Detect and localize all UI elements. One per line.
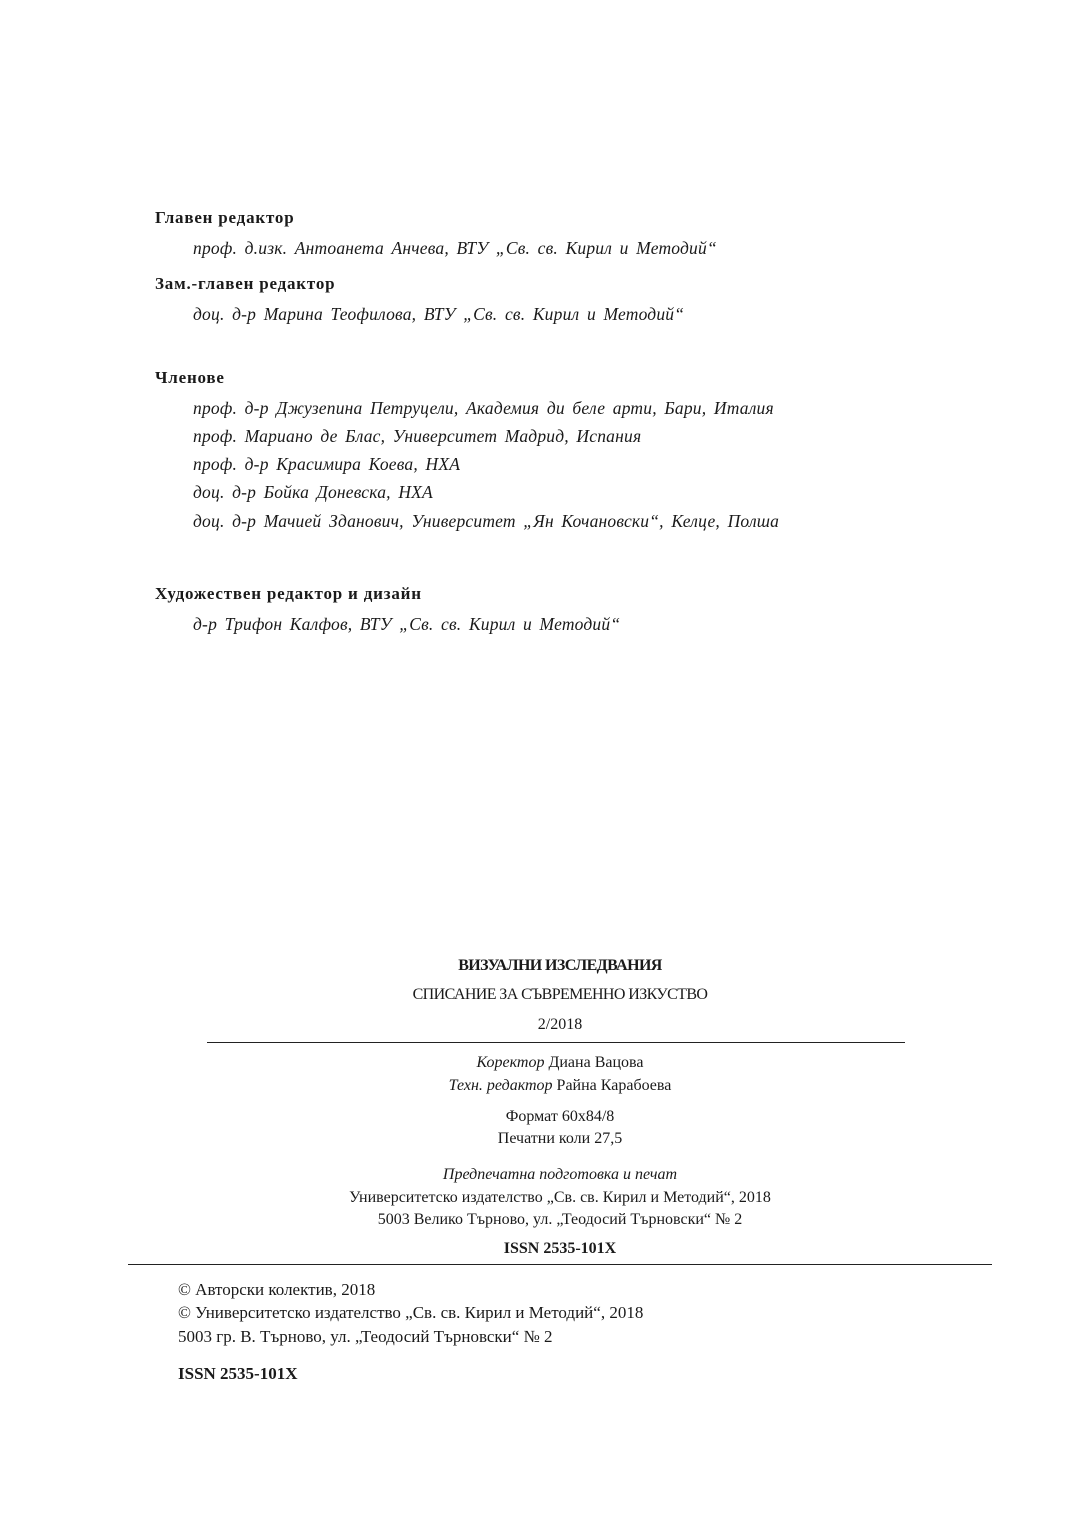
copyright-issn: ISSN 2535-101X bbox=[178, 1364, 298, 1383]
imprint-bottom-divider bbox=[128, 1264, 992, 1265]
imprint-publisher: Университетско издателство „Св. св. Кирил и Методий“, 2018 bbox=[349, 1189, 771, 1206]
member-item: проф. д-р Красимира Коева, НХА bbox=[193, 454, 461, 474]
copyright-publisher: © Университетско издателство „Св. св. Кирил и Методий“, 2018 bbox=[178, 1303, 644, 1322]
journal-title: ВИЗУАЛНИ ИЗСЛЕДВАНИЯ bbox=[458, 957, 662, 974]
proofreader-label: Коректор bbox=[476, 1054, 545, 1071]
art-editor-name: д-р Трифон Калфов, ВТУ „Св. св. Кирил и Методий“ bbox=[193, 614, 621, 634]
journal-subtitle: СПИСАНИЕ ЗА СЪВРЕМЕННО ИЗКУСТВО bbox=[412, 986, 708, 1003]
member-item: доц. д-р Бойка Доневска, НХА bbox=[193, 482, 433, 502]
members-heading: Членове bbox=[155, 368, 225, 387]
proofreader-name: Диана Вацова bbox=[548, 1054, 644, 1071]
imprint-top-divider bbox=[207, 1042, 905, 1043]
deputy-editor-name: доц. д-р Марина Теофилова, ВТУ „Св. св. Кирил и Методий“ bbox=[193, 304, 685, 324]
prepress-label: Предпечатна подготовка и печат bbox=[442, 1166, 678, 1183]
proofreader-line bbox=[0, 1054, 1080, 1072]
imprint-issn: ISSN 2535-101X bbox=[503, 1240, 617, 1257]
copyright-authors: © Авторски колектив, 2018 bbox=[178, 1280, 376, 1299]
member-item: доц. д-р Мачией Зданович, Университет „Ян Кочановски“, Келце, Полша bbox=[193, 511, 780, 531]
journal-issue: 2/2018 bbox=[537, 1016, 583, 1033]
copyright-address: 5003 гр. В. Търново, ул. „Теодосий Търновски“ № 2 bbox=[178, 1327, 553, 1346]
format-line: Формат 60х84/8 bbox=[505, 1108, 615, 1125]
member-item: проф. Мариано де Блас, Университет Мадрид, Испания bbox=[193, 426, 642, 446]
art-editor-heading: Художествен редактор и дизайн bbox=[155, 584, 422, 603]
editor-in-chief-name: проф. д.изк. Антоанета Анчева, ВТУ „Св. св. Кирил и Методий“ bbox=[193, 238, 717, 258]
imprint-address: 5003 Велико Търново, ул. „Теодосий Търновски“ № 2 bbox=[377, 1211, 743, 1228]
tech-editor-line bbox=[0, 1077, 1080, 1095]
tech-editor-label: Техн. редактор bbox=[448, 1077, 553, 1094]
member-item: проф. д-р Джузепина Петруцели, Академия ди беле арти, Бари, Италия bbox=[193, 398, 774, 418]
print-sheets-line: Печатни коли 27,5 bbox=[497, 1130, 623, 1147]
tech-editor-name: Райна Карабоева bbox=[556, 1077, 672, 1094]
deputy-editor-heading: Зам.-главен редактор bbox=[155, 274, 336, 293]
editor-in-chief-heading: Главен редактор bbox=[155, 208, 295, 227]
